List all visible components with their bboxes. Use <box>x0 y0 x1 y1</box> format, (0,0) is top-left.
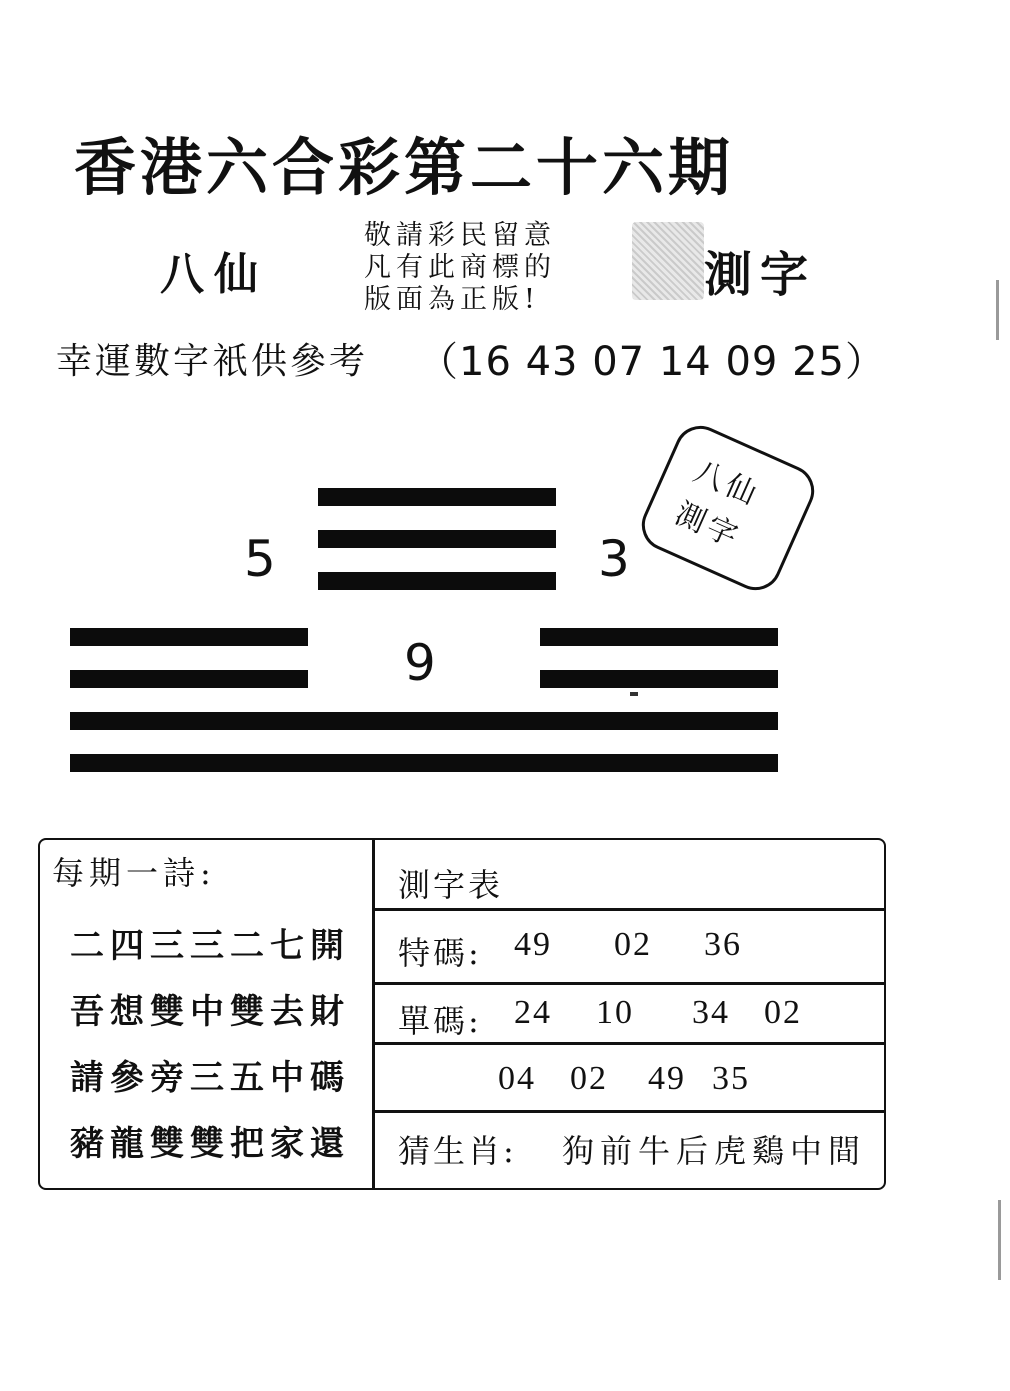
lower-line-2-left <box>70 670 308 688</box>
single-number-3: 34 <box>692 994 730 1031</box>
notice-line-3: 版面為正版! <box>364 284 540 315</box>
scan-edge-mark <box>996 280 999 340</box>
lower-line-3-solid <box>70 712 778 730</box>
stamp-line-1: 八仙 <box>688 454 765 514</box>
zodiac-answer: 狗前牛后虎鷄中間 <box>562 1132 867 1170</box>
table-rule-1 <box>374 908 886 911</box>
single-number-7: 49 <box>648 1060 686 1097</box>
brand-right: 測字 <box>704 247 817 303</box>
authenticity-notice <box>364 220 614 316</box>
special-number-3: 36 <box>704 926 742 963</box>
lower-line-1-left <box>70 628 308 646</box>
upper-right-number: 3 <box>598 530 630 588</box>
upper-trigram-line-2 <box>318 530 556 548</box>
table-rule-4 <box>374 1110 886 1113</box>
lower-line-2-right <box>540 670 778 688</box>
smudged-trademark-logo <box>632 222 704 300</box>
poem-line-4: 豬龍雙雙把家還 <box>70 1124 350 1164</box>
single-number-5: 04 <box>498 1060 536 1097</box>
single-number-8: 35 <box>712 1060 750 1097</box>
scan-edge-mark <box>998 1200 1001 1280</box>
upper-trigram-line-1 <box>318 488 556 506</box>
special-number-1: 49 <box>514 926 552 963</box>
lucky-numbers-label: 幸運數字衹供參考 <box>56 341 369 382</box>
single-number-6: 02 <box>570 1060 608 1097</box>
box-divider <box>372 838 375 1190</box>
lucky-numbers: （16 43 07 14 09 25） <box>418 339 886 385</box>
brand-left: 八仙 <box>160 249 268 300</box>
lower-line-4-solid <box>70 754 778 772</box>
upper-left-number: 5 <box>244 530 276 588</box>
special-label: 特碼: <box>398 934 482 972</box>
single-label: 單碼: <box>398 1002 482 1040</box>
speck-mark <box>630 692 638 696</box>
center-number: 9 <box>404 634 436 692</box>
poem-heading: 每期一詩: <box>52 854 216 892</box>
poem-line-3: 請參旁三五中碼 <box>70 1058 350 1098</box>
single-number-2: 10 <box>596 994 634 1031</box>
notice-line-1: 敬請彩民留意 <box>364 220 556 251</box>
special-number-2: 02 <box>614 926 652 963</box>
table-heading: 測字表 <box>398 866 504 904</box>
stamp-line-2: 測字 <box>669 496 747 556</box>
table-rule-3 <box>374 1042 886 1045</box>
page-title: 香港六合彩第二十六期 <box>74 131 735 204</box>
brand-stamp <box>634 418 823 599</box>
table-rule-2 <box>374 982 886 985</box>
notice-line-2: 凡有此商標的 <box>364 252 556 283</box>
upper-trigram-line-3 <box>318 572 556 590</box>
poem-line-2: 吾想雙中雙去財 <box>70 992 350 1032</box>
single-number-1: 24 <box>514 994 552 1031</box>
poem-line-1: 二四三三二七開 <box>70 926 350 966</box>
lower-line-1-right <box>540 628 778 646</box>
single-number-4: 02 <box>764 994 802 1031</box>
zodiac-label: 猜生肖: <box>398 1132 517 1170</box>
